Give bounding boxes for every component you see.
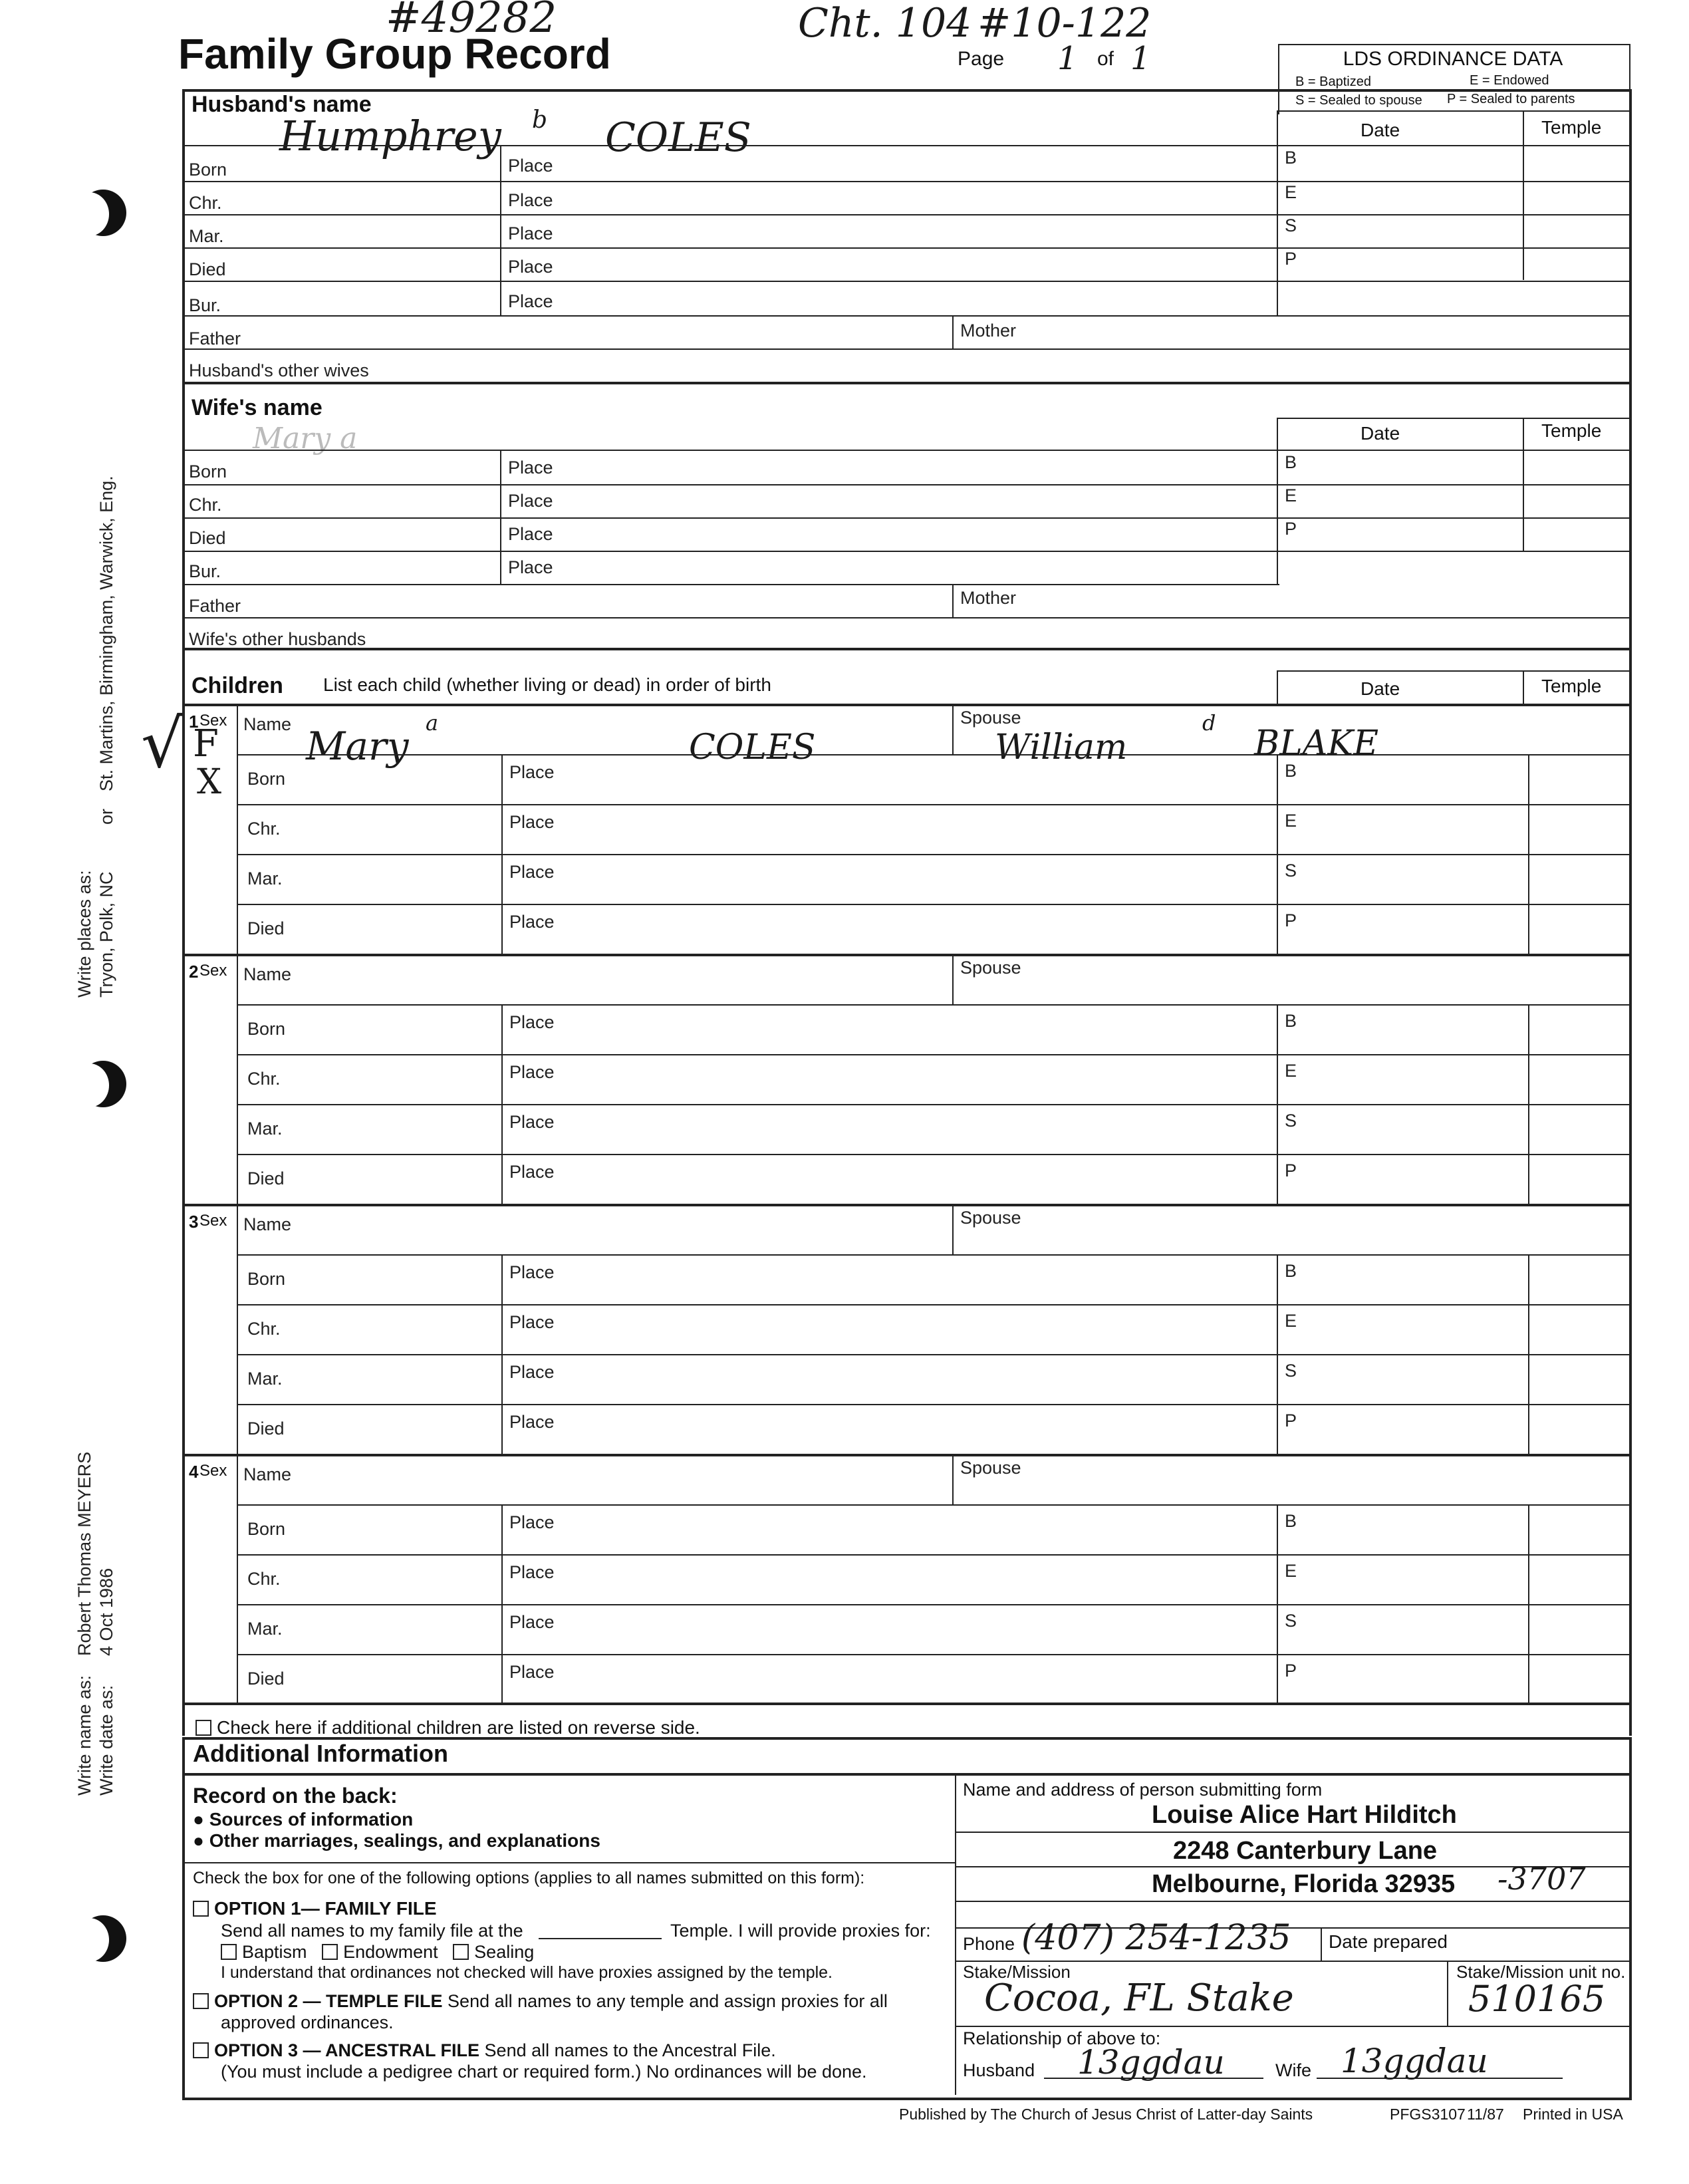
- submitter-name: Louise Alice Hart Hilditch: [1152, 1801, 1457, 1829]
- wife-row-line-2: [182, 484, 1629, 485]
- option-2-text-a: Send all names to any temple and assign proxies for all: [448, 1991, 888, 2011]
- husband-bur-place-label: Place: [508, 291, 553, 311]
- child-1-event-label-3: Died: [247, 918, 285, 938]
- child-1-mark: X: [197, 762, 222, 802]
- child-3-sex-divider: [237, 1204, 238, 1454]
- margin-places-or: or: [96, 808, 116, 825]
- child-3-row-line-2: [237, 1354, 1629, 1355]
- children-ord-temple-label: Temple: [1541, 676, 1602, 696]
- child-1-ord-label-3: P: [1285, 910, 1297, 930]
- lds-legend-p: P = Sealed to parents: [1447, 92, 1575, 106]
- wife-ord-e: E: [1285, 485, 1297, 505]
- child-3-ord-label-1: E: [1285, 1311, 1297, 1331]
- child-2-sex-label: Sex: [199, 962, 227, 980]
- lds-legend-b: B = Baptized: [1295, 74, 1371, 89]
- husband-ord-temple-divider: [1523, 110, 1524, 280]
- child-4-ord-label-2: S: [1285, 1611, 1297, 1631]
- margin-places-label: Write places as:: [74, 870, 94, 998]
- additional-heading-line: [182, 1773, 1629, 1776]
- husband-ord-s: S: [1285, 215, 1297, 235]
- more-children-row: [195, 1717, 700, 1738]
- child-2-event-label-3: Died: [247, 1168, 285, 1188]
- child-1-row-line-2: [237, 854, 1629, 855]
- footer-form-date: 11/87: [1467, 2106, 1504, 2123]
- child-1-ord-label-2: S: [1285, 861, 1297, 881]
- husband-parents-divider: [952, 315, 954, 348]
- child-4-name-label: Name: [243, 1464, 292, 1484]
- child-3-spouse-divider: [952, 1204, 954, 1254]
- option-1-proxies: [221, 1942, 534, 1963]
- submitter-line-1: [955, 1832, 1629, 1833]
- punch-hole-bottom: [80, 1915, 126, 1962]
- wife-row-line-1: [182, 450, 1629, 451]
- child-4-event-label-2: Mar.: [247, 1619, 283, 1639]
- submitter-city: Melbourne, Florida 32935: [1152, 1870, 1456, 1898]
- range-reference: #10-122: [977, 0, 1152, 47]
- child-1-name-line: [237, 754, 1629, 755]
- child-1-sex-label: Sex: [199, 712, 227, 730]
- date-prepared-divider: [1321, 1927, 1322, 1961]
- submitter-line-6: [955, 2026, 1629, 2027]
- child-2-place-label-0: Place: [509, 1012, 555, 1032]
- child-2-ord-label-2: S: [1285, 1111, 1297, 1131]
- child-1-given-name: Mary: [306, 724, 409, 769]
- child-4-ord-label-1: E: [1285, 1561, 1297, 1581]
- child-3-ord-label-3: P: [1285, 1411, 1297, 1431]
- margin-places-example-1: Tryon, Polk, NC: [96, 871, 116, 998]
- child-2-ord-label-3: P: [1285, 1160, 1297, 1180]
- record-back-bullet-2: ● Other marriages, sealings, and explanations: [193, 1830, 600, 1851]
- husband-born-label: Born: [189, 160, 227, 180]
- children-heading: Children: [192, 673, 283, 698]
- children-ord-date-label: Date: [1361, 678, 1400, 699]
- husband-ord-b: B: [1285, 148, 1297, 168]
- wife-ord-temple-label: Temple: [1541, 420, 1602, 441]
- stake-value: Cocoa, FL Stake: [984, 1977, 1294, 2020]
- child-1-event-label-1: Chr.: [247, 819, 281, 839]
- option-2-title: OPTION 2 — TEMPLE FILE: [214, 1991, 443, 2011]
- option-2-row: [193, 1991, 888, 2012]
- child-2-event-label-2: Mar.: [247, 1119, 283, 1139]
- husband-place-divider: [500, 145, 501, 315]
- child-4-spouse-label: Spouse: [960, 1458, 1021, 1478]
- child-2-name-line: [237, 1004, 1629, 1006]
- page-label: Page: [958, 48, 1005, 70]
- margin-name-example: Robert Thomas MEYERS: [74, 1451, 94, 1656]
- husband-ord-p: P: [1285, 249, 1297, 269]
- child-4-top-line: [182, 1454, 1629, 1456]
- baptism-checkbox[interactable]: [221, 1944, 237, 1960]
- husband-given-name: Humphrey: [279, 112, 501, 160]
- unit-value: 510165: [1468, 1978, 1606, 2020]
- footer-printed: Printed in USA: [1523, 2106, 1623, 2123]
- phone-value: (407) 254-1235: [1021, 1918, 1291, 1958]
- child-1-sex: F: [193, 722, 219, 765]
- record-back-bullet-2-text: Other marriages, sealings, and explanations: [209, 1830, 600, 1851]
- children-ord-header-left: [1277, 670, 1278, 704]
- relationship-label: Relationship of above to:: [963, 2028, 1161, 2048]
- child-4-place-label-0: Place: [509, 1512, 555, 1532]
- child-4-number: 4: [189, 1462, 199, 1482]
- child-2-ord-label-0: B: [1285, 1011, 1297, 1031]
- husband-ord-date-label: Date: [1361, 120, 1400, 140]
- husband-ord-divider: [1277, 110, 1278, 315]
- child-2-spouse-label: Spouse: [960, 958, 1021, 978]
- wife-died-label: Died: [189, 528, 226, 548]
- wife-row-line-3: [182, 517, 1629, 519]
- child-4-sex-divider: [237, 1454, 238, 1704]
- husband-ord-header-line: [1277, 110, 1629, 112]
- husband-father-label: Father: [189, 329, 241, 348]
- page-total: 1: [1130, 40, 1151, 77]
- punch-hole-middle: [80, 1061, 126, 1107]
- option-1-temple-blank: [539, 1938, 662, 1939]
- child-3-ord-label-2: S: [1285, 1361, 1297, 1381]
- relationship-wife-label: Wife: [1275, 2060, 1311, 2080]
- husband-ord-e: E: [1285, 182, 1297, 202]
- child-4-spouse-divider: [952, 1454, 954, 1504]
- child-2-row-line-3: [237, 1154, 1629, 1155]
- husband-row-line-7: [182, 348, 1629, 350]
- record-number: #49282: [386, 0, 557, 43]
- child-3-event-label-3: Died: [247, 1419, 285, 1438]
- husband-chr-place-label: Place: [508, 190, 553, 210]
- option-1-row: [193, 1898, 437, 1919]
- wife-row-line-5: [182, 584, 1279, 585]
- children-instruction: List each child (whether living or dead) in order of birth: [323, 674, 771, 695]
- margin-places-example-2: St. Martins, Birmingham, Warwick, Eng.: [96, 476, 116, 791]
- wife-died-place-label: Place: [508, 524, 553, 544]
- husband-row-line-4: [182, 247, 1629, 249]
- margin-checkmark: √: [141, 705, 184, 783]
- option-3-title: OPTION 3 — ANCESTRAL FILE: [214, 2040, 480, 2060]
- child-2-spouse-divider: [952, 954, 954, 1004]
- child-1-place-label-0: Place: [509, 762, 555, 782]
- wife-parents-divider: [952, 584, 954, 617]
- relationship-husband-value: 13ggdau: [1077, 2043, 1225, 2082]
- wife-bur-label: Bur.: [189, 561, 221, 581]
- submitter-street: 2248 Canterbury Lane: [1173, 1837, 1438, 1865]
- child-2-event-label-0: Born: [247, 1019, 286, 1039]
- wife-chr-place-label: Place: [508, 491, 553, 511]
- husband-bur-label: Bur.: [189, 295, 221, 315]
- child-2-name-label: Name: [243, 964, 292, 984]
- wife-place-divider: [500, 450, 501, 584]
- child-1-surname: COLES: [689, 728, 816, 767]
- baptism-label: Baptism: [242, 1942, 307, 1962]
- husband-mother-label: Mother: [960, 321, 1017, 341]
- child-2-place-label-1: Place: [509, 1062, 555, 1082]
- child-4-place-label-2: Place: [509, 1612, 555, 1632]
- child-3-ord-label-0: B: [1285, 1261, 1297, 1281]
- husband-died-place-label: Place: [508, 257, 553, 277]
- options-top-line: [182, 1862, 955, 1863]
- wife-born-place-label: Place: [508, 458, 553, 478]
- footer-form-id: PFGS3107: [1390, 2106, 1466, 2123]
- wife-row-line-4: [182, 551, 1629, 552]
- wife-other-husbands-label: Wife's other husbands: [189, 629, 366, 649]
- husband-born-place-label: Place: [508, 156, 553, 176]
- child-2-sex-divider: [237, 954, 238, 1204]
- child-4-place-label-3: Place: [509, 1662, 555, 1682]
- wife-ord-p: P: [1285, 519, 1297, 539]
- record-back-heading: Record on the back:: [193, 1784, 398, 1808]
- page-number: 1: [1057, 40, 1078, 77]
- punch-hole-top: [80, 190, 126, 236]
- wife-ord-date-label: Date: [1361, 423, 1400, 444]
- child-4-row-line-1: [237, 1554, 1629, 1556]
- wife-ord-header-line: [1277, 418, 1629, 419]
- record-back-bullet-1-text: Sources of information: [209, 1809, 414, 1830]
- relationship-wife-value: 13ggdau: [1341, 2042, 1488, 2080]
- child-1-row-line-1: [237, 804, 1629, 805]
- child-2-event-label-1: Chr.: [247, 1069, 281, 1089]
- of-label: of: [1097, 48, 1114, 70]
- unit-label: Stake/Mission unit no.: [1456, 1962, 1626, 1982]
- child-3-number: 3: [189, 1212, 199, 1232]
- child-1-place-label-2: Place: [509, 862, 555, 882]
- husband-surname: COLES: [605, 114, 751, 161]
- child-1-top-line: [182, 704, 1629, 706]
- child-1-spouse-label: Spouse: [960, 708, 1021, 728]
- husband-row-line-5: [182, 281, 1629, 282]
- child-2-top-line: [182, 954, 1629, 956]
- child-3-event-label-1: Chr.: [247, 1319, 281, 1339]
- child-2-row-line-2: [237, 1104, 1629, 1105]
- child-1-ord-label-0: B: [1285, 761, 1297, 781]
- child-4-row-line-2: [237, 1604, 1629, 1605]
- child-3-name-line: [237, 1254, 1629, 1256]
- child-2-row-line-1: [237, 1054, 1629, 1055]
- submitter-line-3: [955, 1901, 1629, 1902]
- wife-ord-divider: [1277, 418, 1278, 584]
- option-1-text-a: Send all names to my family file at the: [221, 1921, 523, 1941]
- wife-chr-label: Chr.: [189, 495, 222, 515]
- child-1-spouse-given: William: [995, 728, 1128, 767]
- additional-center-divider: [955, 1773, 956, 2095]
- child-4-sex-label: Sex: [199, 1462, 227, 1480]
- more-children-label: Check here if additional children are listed on reverse side.: [217, 1717, 700, 1738]
- option-1-text-b: Temple. I will provide proxies for:: [670, 1921, 931, 1941]
- record-back-bullet-1: ● Sources of information: [193, 1809, 414, 1830]
- husband-ord-temple-label: Temple: [1541, 117, 1602, 138]
- child-1-event-label-2: Mar.: [247, 869, 283, 888]
- husband-row-line-1: [182, 145, 1629, 146]
- child-4-ord-label-0: B: [1285, 1511, 1297, 1531]
- sealing-label: Sealing: [474, 1942, 535, 1962]
- children-section-border: [182, 648, 1632, 1736]
- options-intro: Check the box for one of the following options (applies to all names submitted on this form):: [193, 1869, 865, 1887]
- husband-mar-place-label: Place: [508, 223, 553, 243]
- husband-other-wives-label: Husband's other wives: [189, 360, 369, 380]
- endowment-checkbox[interactable]: [322, 1944, 338, 1960]
- child-2-place-label-3: Place: [509, 1162, 555, 1182]
- wife-born-label: Born: [189, 462, 227, 481]
- child-3-row-line-3: [237, 1404, 1629, 1405]
- margin-date-example: 4 Oct 1986: [96, 1568, 116, 1656]
- lds-legend-s: S = Sealed to spouse: [1295, 93, 1422, 108]
- child-2-ord-label-1: E: [1285, 1061, 1297, 1081]
- child-3-place-label-3: Place: [509, 1412, 555, 1432]
- child-4-ord-label-3: P: [1285, 1661, 1297, 1681]
- option-3-checkbox[interactable]: [193, 2042, 209, 2058]
- child-1-event-label-0: Born: [247, 769, 286, 789]
- more-children-checkbox[interactable]: [195, 1720, 211, 1736]
- sealing-checkbox[interactable]: [453, 1944, 469, 1960]
- option-1-checkbox[interactable]: [193, 1901, 209, 1917]
- wife-ord-b: B: [1285, 452, 1297, 472]
- child-4-name-line: [237, 1504, 1629, 1506]
- phone-label: Phone: [963, 1934, 1015, 1954]
- submitter-zip-extension: -3707: [1497, 1861, 1586, 1897]
- footer-published: Published by The Church of Jesus Christ of Latter-day Saints: [899, 2106, 1313, 2123]
- husband-died-label: Died: [189, 259, 226, 279]
- child-1-place-label-1: Place: [509, 812, 555, 832]
- child-4-place-label-1: Place: [509, 1562, 555, 1582]
- margin-name-label: Write name as:: [74, 1675, 94, 1796]
- husband-chr-label: Chr.: [189, 193, 222, 213]
- child-4-row-line-3: [237, 1654, 1629, 1655]
- child-3-row-line-1: [237, 1304, 1629, 1305]
- child-3-place-label-0: Place: [509, 1262, 555, 1282]
- child-4-event-label-1: Chr.: [247, 1569, 281, 1589]
- option-2-checkbox[interactable]: [193, 1993, 209, 2009]
- child-1-number: 1: [189, 712, 199, 732]
- wife-bur-place-label: Place: [508, 557, 553, 577]
- child-1-spouse-superscript: d: [1202, 710, 1216, 736]
- option-3-text-a: Send all names to the Ancestral File.: [484, 2040, 776, 2060]
- option-3-row: [193, 2040, 776, 2061]
- children-ord-header-divider: [1523, 670, 1524, 704]
- child-3-place-label-2: Place: [509, 1362, 555, 1382]
- stake-label: Stake/Mission: [963, 1962, 1071, 1982]
- option-1-understand: I understand that ordinances not checked will have proxies assigned by the temple.: [221, 1963, 833, 1982]
- child-3-sex-label: Sex: [199, 1212, 227, 1230]
- child-4-event-label-0: Born: [247, 1519, 286, 1539]
- wife-section-border: [182, 382, 1632, 650]
- child-1-name-label: Name: [243, 714, 292, 734]
- husband-row-line-2: [182, 181, 1629, 182]
- lds-legend-e: E = Endowed: [1470, 73, 1549, 88]
- child-4-event-label-3: Died: [247, 1669, 285, 1689]
- lds-title: LDS ORDINANCE DATA: [1343, 48, 1563, 70]
- child-1-sex-divider: [237, 704, 238, 954]
- children-ord-header-top: [1277, 670, 1629, 672]
- children-bottom-line: [182, 1703, 1629, 1705]
- child-1-spouse-surname: BLAKE: [1254, 724, 1379, 763]
- option-2-text-b: approved ordinances.: [221, 2012, 394, 2032]
- wife-father-label: Father: [189, 596, 241, 616]
- option-3-text-b: (You must include a pedigree chart or required form.) No ordinances will be done.: [221, 2062, 867, 2082]
- child-1-place-label-3: Place: [509, 912, 555, 932]
- child-3-spouse-label: Spouse: [960, 1208, 1021, 1228]
- husband-given-superscript: b: [532, 106, 548, 134]
- child-3-name-label: Name: [243, 1214, 292, 1234]
- husband-name-heading: Husband's name: [192, 92, 372, 117]
- date-prepared-label: Date prepared: [1329, 1931, 1448, 1952]
- option-1-title: OPTION 1— FAMILY FILE: [214, 1898, 437, 1919]
- husband-row-line-6: [182, 315, 1629, 317]
- child-3-event-label-2: Mar.: [247, 1369, 283, 1389]
- wife-name-faint: Mary a: [253, 422, 358, 456]
- child-1-spouse-divider: [952, 704, 954, 754]
- husband-mar-label: Mar.: [189, 226, 224, 246]
- child-2-place-label-2: Place: [509, 1112, 555, 1132]
- wife-mother-label: Mother: [960, 588, 1017, 608]
- child-1-ord-label-1: E: [1285, 811, 1297, 831]
- submitter-label: Name and address of person submitting form: [963, 1780, 1323, 1800]
- child-3-place-label-1: Place: [509, 1312, 555, 1332]
- form-title: Family Group Record: [178, 30, 611, 78]
- wife-row-line-6: [182, 617, 1629, 618]
- husband-row-line-3: [182, 214, 1629, 215]
- additional-heading: Additional Information: [193, 1740, 448, 1767]
- child-3-top-line: [182, 1204, 1629, 1206]
- margin-date-label: Write date as:: [96, 1685, 116, 1796]
- child-3-event-label-0: Born: [247, 1269, 286, 1289]
- wife-name-heading: Wife's name: [192, 395, 323, 420]
- child-1-row-line-3: [237, 904, 1629, 905]
- endowment-label: Endowment: [343, 1942, 438, 1962]
- child-2-number: 2: [189, 962, 199, 982]
- chart-reference: Cht. 104: [798, 0, 972, 47]
- child-1-given-superscript: a: [426, 710, 439, 736]
- relationship-husband-label: Husband: [963, 2060, 1035, 2080]
